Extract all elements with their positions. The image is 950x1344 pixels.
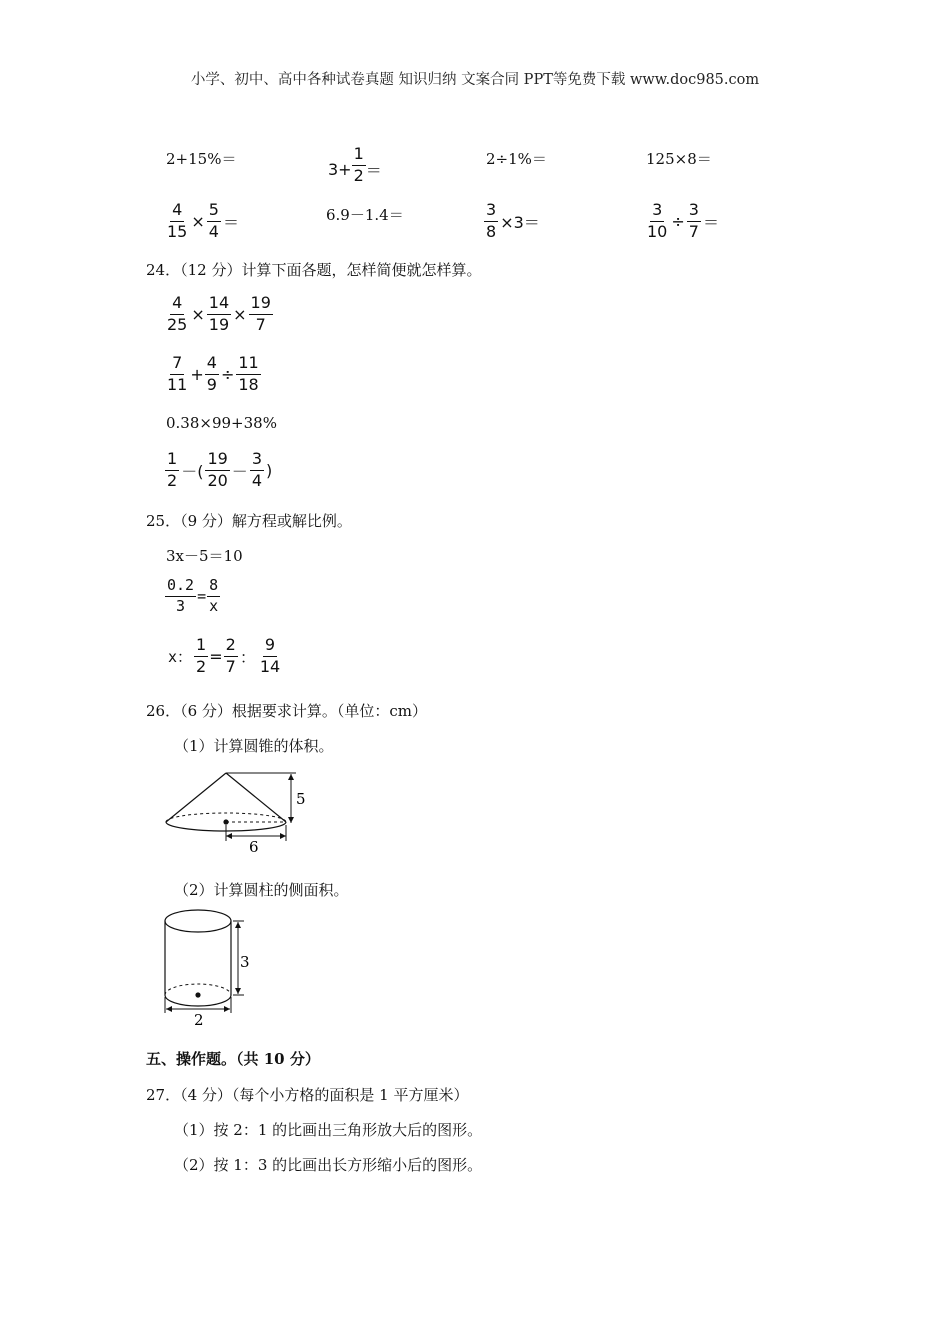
cone-center-dot — [223, 819, 228, 824]
numerator: 3 — [687, 202, 701, 222]
numerator: 7 — [170, 355, 184, 375]
q24-expr3: 0.38×99+38% — [166, 414, 277, 432]
fraction — [249, 295, 273, 334]
prefix: x： — [168, 647, 193, 666]
operator: －( — [181, 461, 204, 481]
numerator: 9 — [263, 637, 277, 657]
denominator: 25 — [167, 314, 188, 334]
arrowhead-left — [226, 833, 232, 839]
denominator: 7 — [255, 314, 266, 334]
fraction — [207, 578, 220, 615]
numerator: 11 — [236, 355, 260, 375]
fraction — [165, 295, 189, 334]
denominator: 10 — [647, 221, 668, 241]
numerator: 3 — [250, 451, 264, 471]
fraction — [165, 202, 189, 241]
numerator: 3 — [650, 202, 664, 222]
operator: × — [191, 211, 205, 231]
fraction — [352, 146, 366, 185]
arrowhead-down — [288, 817, 294, 823]
numerator: 8 — [207, 578, 220, 597]
q24-expr4 — [165, 451, 274, 490]
operator: × — [233, 304, 247, 324]
denominator: 4 — [208, 221, 219, 241]
q24-expr1 — [165, 295, 273, 334]
cylinder-height-label: 3 — [240, 953, 250, 971]
denominator: 20 — [207, 470, 228, 490]
fraction — [207, 295, 231, 334]
q24-title: 24．（12 分）计算下面各题，怎样简便就怎样算。 — [146, 261, 482, 279]
equals: = — [209, 646, 223, 666]
fraction — [224, 637, 238, 676]
arrowhead-up — [235, 922, 241, 928]
section5-title: 五、操作题。（共 10 分） — [146, 1050, 320, 1068]
denominator: 7 — [225, 656, 236, 676]
page-header: 小学、初中、高中各种试卷真题 知识归纳 文案合同 PPT等免费下载 www.doc985.com — [190, 72, 760, 88]
denominator: 2 — [167, 470, 178, 490]
denominator: 2 — [196, 656, 207, 676]
equals: ＝ — [702, 212, 719, 232]
numerator: 1 — [165, 451, 179, 471]
colon: ： — [239, 647, 256, 667]
operator: ×3＝ — [500, 212, 540, 232]
cone-radius-label: 6 — [249, 838, 259, 856]
cylinder-top — [165, 910, 231, 932]
operator: ÷ — [671, 211, 685, 231]
cone-height-label: 5 — [296, 790, 306, 808]
mental-r1c2 — [328, 146, 382, 185]
arrowhead-right — [280, 833, 286, 839]
numerator: 0.2 — [165, 578, 196, 597]
fraction — [484, 202, 498, 241]
fraction — [687, 202, 701, 241]
mental-r1c1: 2+15%＝ — [166, 150, 237, 168]
whole-part: 3+ — [328, 159, 352, 179]
numerator: 4 — [170, 202, 184, 222]
fraction — [165, 451, 179, 490]
cylinder-figure — [156, 905, 256, 1030]
denominator: 7 — [688, 221, 699, 241]
numerator: 5 — [207, 202, 221, 222]
denominator: x — [209, 596, 219, 615]
mental-r2c2: 6.9－1.4＝ — [326, 206, 404, 224]
cone-figure — [158, 765, 318, 860]
denominator: 11 — [167, 374, 188, 394]
numerator: 2 — [224, 637, 238, 657]
mental-r2c1 — [165, 202, 241, 241]
q27-title: 27．（4 分）（每个小方格的面积是 1 平方厘米） — [146, 1086, 469, 1104]
fraction — [236, 355, 260, 394]
equals: ＝ — [365, 160, 382, 180]
numerator: 1 — [194, 637, 208, 657]
operator: ÷ — [220, 364, 235, 384]
denominator: 4 — [251, 470, 262, 490]
q26-title: 26．（6 分）根据要求计算。（单位：cm） — [146, 702, 428, 720]
q27-part1: （1）按 2：1 的比画出三角形放大后的图形。 — [174, 1121, 483, 1139]
q26-part2: （2）计算圆柱的侧面积。 — [174, 881, 349, 899]
mental-r1c4: 125×8＝ — [646, 150, 712, 168]
cylinder-diameter-label: 2 — [194, 1011, 204, 1029]
numerator: 4 — [205, 355, 219, 375]
denominator: 15 — [167, 221, 188, 241]
mental-r1c3: 2÷1%＝ — [486, 150, 547, 168]
arrowhead-up — [288, 774, 294, 780]
denominator: 2 — [353, 165, 364, 185]
denominator: 8 — [486, 221, 497, 241]
close-paren: ) — [266, 460, 273, 480]
operator: + — [190, 364, 204, 384]
q25-eq1: 3x－5＝10 — [166, 547, 243, 565]
denominator: 3 — [176, 596, 186, 615]
operator: － — [231, 461, 248, 481]
numerator: 19 — [249, 295, 273, 315]
arrowhead-right — [224, 1006, 230, 1012]
q26-part1: （1）计算圆锥的体积。 — [174, 737, 334, 755]
arrowhead-left — [166, 1006, 172, 1012]
fraction — [194, 637, 208, 676]
q25-eq3 — [168, 637, 282, 676]
q25-title: 25．（9 分）解方程或解比例。 — [146, 512, 352, 530]
mental-r2c3 — [484, 202, 542, 241]
mental-r2c4 — [645, 202, 721, 241]
denominator: 14 — [259, 656, 281, 676]
fraction — [205, 355, 219, 394]
q25-eq2 — [165, 578, 220, 615]
fraction — [207, 202, 221, 241]
q27-part2: （2）按 1：3 的比画出长方形缩小后的图形。 — [174, 1156, 483, 1174]
numerator: 4 — [170, 295, 184, 315]
arrowhead-down — [235, 988, 241, 994]
fraction — [165, 578, 196, 615]
q24-expr2 — [165, 355, 261, 394]
fraction — [165, 355, 189, 394]
cylinder-center-dot — [195, 992, 200, 997]
equals: ＝ — [222, 212, 239, 232]
equals: = — [197, 587, 207, 606]
fraction — [205, 451, 229, 490]
numerator: 19 — [205, 451, 229, 471]
operator: × — [191, 304, 205, 324]
numerator: 3 — [484, 202, 498, 222]
numerator: 14 — [207, 295, 231, 315]
fraction — [250, 451, 264, 490]
fraction — [258, 637, 282, 676]
denominator: 18 — [238, 374, 259, 394]
fraction — [645, 202, 669, 241]
denominator: 19 — [208, 314, 230, 334]
denominator: 9 — [206, 374, 217, 394]
numerator: 1 — [352, 146, 366, 166]
